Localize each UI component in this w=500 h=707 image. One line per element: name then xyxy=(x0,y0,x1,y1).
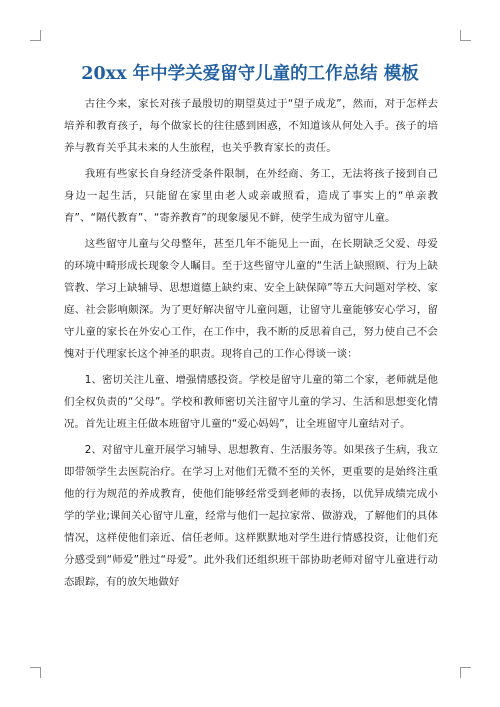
page-corner-mark-top-left xyxy=(30,30,41,41)
document-title-text: 年中学关爱留守儿童的工作总结 模板 xyxy=(126,64,419,84)
paragraph-1: 古往今来，家长对孩子最殷切的期望莫过于“望子成龙”，然而，对于怎样去培养和教育孩子，每个做家长的往往感到困惑，不知道该从何处入手。孩子的培养与教育关乎其未来的人生旅程，也关乎教育家长的责任。 xyxy=(64,98,438,154)
paragraph-3: 这些留守儿童与父母整年，甚至几年不能见上一面，在长期缺乏父爱、母爱的环境中畸形成长现象令人瞩目。至于这些留守儿童的“生活上缺照顾、行为上缺管教、学习上缺辅导、思想道德上缺约束、安全上缺保障”等五大问题对学校、家庭、社会影响颇深。为了更好解决留守儿童问题，让留守儿童能够安心学习，留守儿童的家长在外安心工作，在工作中，我不断的反思着自己，努力使自己不会愧对于代理家长这个神圣的职责。现将自己的工作心得谈一谈： xyxy=(64,238,438,360)
page-corner-mark-top-right xyxy=(460,30,471,41)
paragraph-5: 2、对留守儿童开展学习辅导、思想教育、生活服务等。如果孩子生病，我立即带领学生去医院治疗。在学习上对他们无微不至的关怀，更重要的是始终注重他的行为规范的养成教育，使他们能够经常受到老师的表扬，以优异成绩完成小学的学业;课间关心留守儿童，经常与他们一起拉家常、做游戏，了解他们的具体情况，这样使他们亲近、信任老师。这样默默地对学生进行情感投资，让他们充分感受到“师爱”胜过“母爱”。此外我们还组织班干部协助老师对留守儿童进行动态跟踪，有的放矢地做好 xyxy=(64,444,438,588)
paragraph-4: 1、密切关注儿童、增强情感投资。学校是留守儿童的第二个家，老师就是他们全权负责的“父母”。学校和教师密切关注留守儿童的学习、生活和思想变化情况。首先让班主任做本班留守儿童的“爱心妈妈”，让全班留守儿童结对子。 xyxy=(64,374,438,430)
document-body xyxy=(64,93,438,597)
document-title-year: 20xx xyxy=(81,64,127,84)
document-title xyxy=(40,62,460,86)
page-corner-mark-bottom-right xyxy=(460,667,471,678)
paragraph-2: 我班有些家长自身经济受条件限制，在外经商、务工，无法将孩子接到自己身边一起生活，只能留在家里由老人或亲戚照看，造成了事实上的“单亲教育”、“隔代教育”、“寄养教育”的现象屡见不鲜，使学生成为留守儿童。 xyxy=(64,168,438,224)
page-corner-mark-bottom-left xyxy=(30,667,41,678)
